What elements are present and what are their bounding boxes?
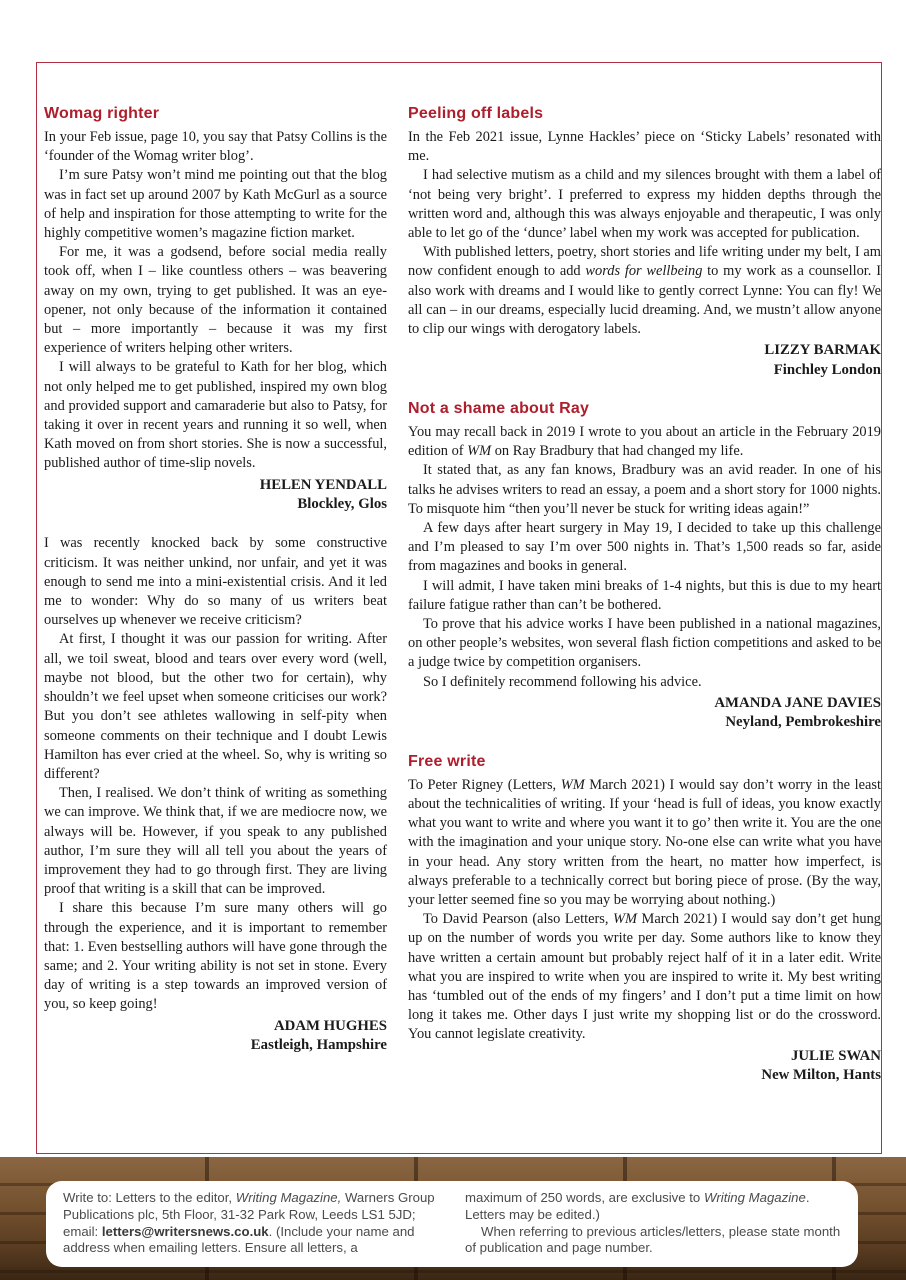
letter-signature [408, 1047, 881, 1086]
letter-paragraph: In the Feb 2021 issue, Lynne Hackles’ piece on ‘Sticky Labels’ resonated with me. [408, 129, 881, 165]
letter-signature [408, 694, 881, 733]
letter-paragraph: I share this because I’m sure many others will go through the experience, and it is important to remember that: 1. Even bestselling authors will have gone through the same; and 2. Your writing ability is not set in stone. Every day of writing is a step towards an improved version of you, so keep going! [44, 900, 387, 1013]
signature-name: ADAM HUGHES [273, 1017, 387, 1034]
signature-name: AMANDA JANE DAVIES [714, 694, 881, 711]
letters-column-left [44, 105, 387, 1075]
write-to-text-right [465, 1190, 841, 1257]
letter-paragraph: For me, it was a godsend, before social media really took off, when I – like countless others – was beavering away on my own, trying to get published. It was an eye-opener, not only because of the information it contained but – more importantly – because it was my first experience of writers helping other writers. [44, 244, 387, 357]
letters-column-right [408, 105, 881, 1105]
letter-paragraph: I’m sure Patsy won’t mind me pointing out that the blog was in fact set up around 2007 by Kath McGurl as a source of help and inspiration for those attempting to write for the highly competitive women’s magazine fiction market. [44, 167, 387, 242]
email-address: letters@writersnews.co.uk [101, 1223, 269, 1239]
italic-text: WM [560, 776, 585, 793]
write-to-paragraph: Write to: Letters to the editor, Writing Magazine, Warners Group Publications plc, 5th Floor, 31-32 Park Row, Leeds LS1 5JD; email: letters@writersnews.co.uk. (Include your name and address when emailing letters. Ensure all letters, a [63, 1190, 435, 1256]
letter [44, 105, 387, 514]
write-to-paragraph: maximum of 250 words, are exclusive to Writing Magazine. Letters may be edited.) [465, 1190, 810, 1222]
letter-paragraph: I was recently knocked back by some constructive criticism. It was neither unkind, nor unfair, and yet it was enough to send me into a mini-existential crisis. And it led me to wonder: Why do so many of us writers beat ourselves up whenever we receive criticism? [44, 535, 387, 629]
signature-name: LIZZY BARMAK [764, 342, 881, 359]
letter [408, 753, 881, 1086]
letter-paragraph: A few days after heart surgery in May 19, I decided to take up this challenge and I’m pleased to say I’m over 500 nights in. That’s 1,500 reads so far, aside from magazines and books in general. [408, 520, 881, 575]
letter-paragraph: To prove that his advice works I have been published in a national magazines, on other people’s websites, won several flash fiction competitions and asked to be a judge twice by competition organisers. [408, 616, 881, 671]
letter-paragraph: I had selective mutism as a child and my silences brought with them a label of ‘not being very bright’. I preferred to express my hidden depths through the written word and, although this was always enjoyable and therapeutic, I was only able to let go of the ‘dunce’ label when my work was accepted for publication. [408, 167, 881, 242]
letter-paragraph: I will admit, I have taken mini breaks of 1-4 nights, but this is due to my heart failure fatigue rather than can’t be bothered. [408, 577, 881, 613]
letter-paragraph: To David Pearson (also Letters, WM March 2021) I would say don’t get hung up on the number of words you write per day. Some authors like to know they have written a certain amount but probably reject half of it in a later edit. Write what you are inspired to write when you are inspired to write it. My best writing has ‘tumbled out of the ends of my fingers’ and I don’t put a time limit on how long it takes me. Other days I just write my shopping list or do the crossword. You cannot legislate creativity. [408, 911, 881, 1043]
letter-paragraph: You may recall back in 2019 I wrote to you about an article in the February 2019 edition of WM on Ray Bradbury that had changed my life. [408, 424, 881, 460]
letter-paragraph: So I definitely recommend following his advice. [423, 673, 702, 690]
footer-wood-background [0, 1157, 906, 1280]
signature-location: New Milton, Hants [761, 1066, 881, 1083]
italic-text: WM [467, 443, 492, 460]
letter-paragraph: To Peter Rigney (Letters, WM March 2021) I would say don’t worry in the least about the technicalities of writing. If your ‘head is full of ideas, you know exactly what you want to write and where you want it to go’ then write it. You are the one with the imagination and your unique story. No-one else can write what you have in your head. Any story written from the heart, no matter how imperfect, is always preferable to a technically correct but boring piece of prose. (By the way, your letter seemed fine so you may be worrying about nothing.) [408, 776, 881, 908]
italic-text: words for wellbeing [585, 263, 703, 280]
write-to-text-left [63, 1190, 439, 1257]
letters-border-frame [36, 62, 882, 1154]
letter [408, 105, 881, 380]
letter-paragraph: At first, I thought it was our passion for writing. After all, we toil sweat, blood and tears over every word (well, maybe not blood, but the other two for certain), why shouldn’t we feel upset when someone criticises our work? But you don’t see athletes wallowing in self-pity when someone comments on their technique and I doubt Lewis Hamilton has ever cried at the wheel. So, why is writing so different? [44, 631, 387, 782]
italic-text: Writing Magazine [703, 1190, 806, 1205]
letter-heading: Womag righter [44, 105, 160, 122]
letter-signature [44, 1017, 387, 1056]
write-to-paragraph: When referring to previous articles/letters, please state month of publication and page number. [465, 1223, 841, 1256]
signature-location: Finchley London [773, 361, 881, 378]
letter-heading: Not a shame about Ray [408, 400, 590, 418]
italic-text: WM [613, 911, 637, 928]
signature-location: Eastleigh, Hampshire [250, 1036, 387, 1053]
letter-paragraph: In your Feb issue, page 10, you say that Patsy Collins is the ‘founder of the Womag writer blog’. [44, 129, 387, 165]
italic-text: Writing Magazine, [235, 1190, 342, 1205]
letter-heading: Peeling off labels [408, 105, 544, 122]
signature-location: Blockley, Glos [297, 496, 387, 513]
signature-location: Neyland, Pembrokeshire [725, 714, 881, 731]
letter [408, 400, 881, 733]
letter [44, 534, 387, 1055]
letter-heading: Free write [408, 752, 486, 770]
letter-signature [408, 341, 881, 380]
write-to-card [46, 1181, 858, 1267]
letter-paragraph: It stated that, as any fan knows, Bradbury was an avid reader. In one of his talks he advises writers to read an essay, a poem and a short story for 1000 nights. To misquote him “then you’ll never be stuck for writing ideas again!” [408, 462, 881, 517]
letter-signature [44, 476, 387, 515]
signature-name: HELEN YENDALL [259, 476, 387, 493]
letter-paragraph: Then, I realised. We don’t think of writing as something we can improve. We think that, if we are mediocre now, we always will be. However, if you speak to any published author, I’m sure they will all tell you about the years of improvement they had to go through first. They are living proof that writing is a skill that can be improved. [44, 785, 387, 898]
letter-paragraph: I will always to be grateful to Kath for her blog, which not only helped me to get published, inspired my own blog and provided support and camaraderie but also to Patsy, for taking it over in recent years and running it so well, when Kath moved on from short stories. She is now a successful, published author of time-slip novels. [44, 359, 387, 472]
signature-name: JULIE SWAN [790, 1047, 881, 1064]
letter-paragraph: With published letters, poetry, short stories and life writing under my belt, I am now confident enough to add words for wellbeing to my work as a counsellor. I also work with dreams and I would like to gently correct Lynne: You can fly! We all can – in our dreams, especially lucid dreaming. And, we mustn’t allow anyone to clip our wings with derogatory labels. [408, 244, 881, 338]
